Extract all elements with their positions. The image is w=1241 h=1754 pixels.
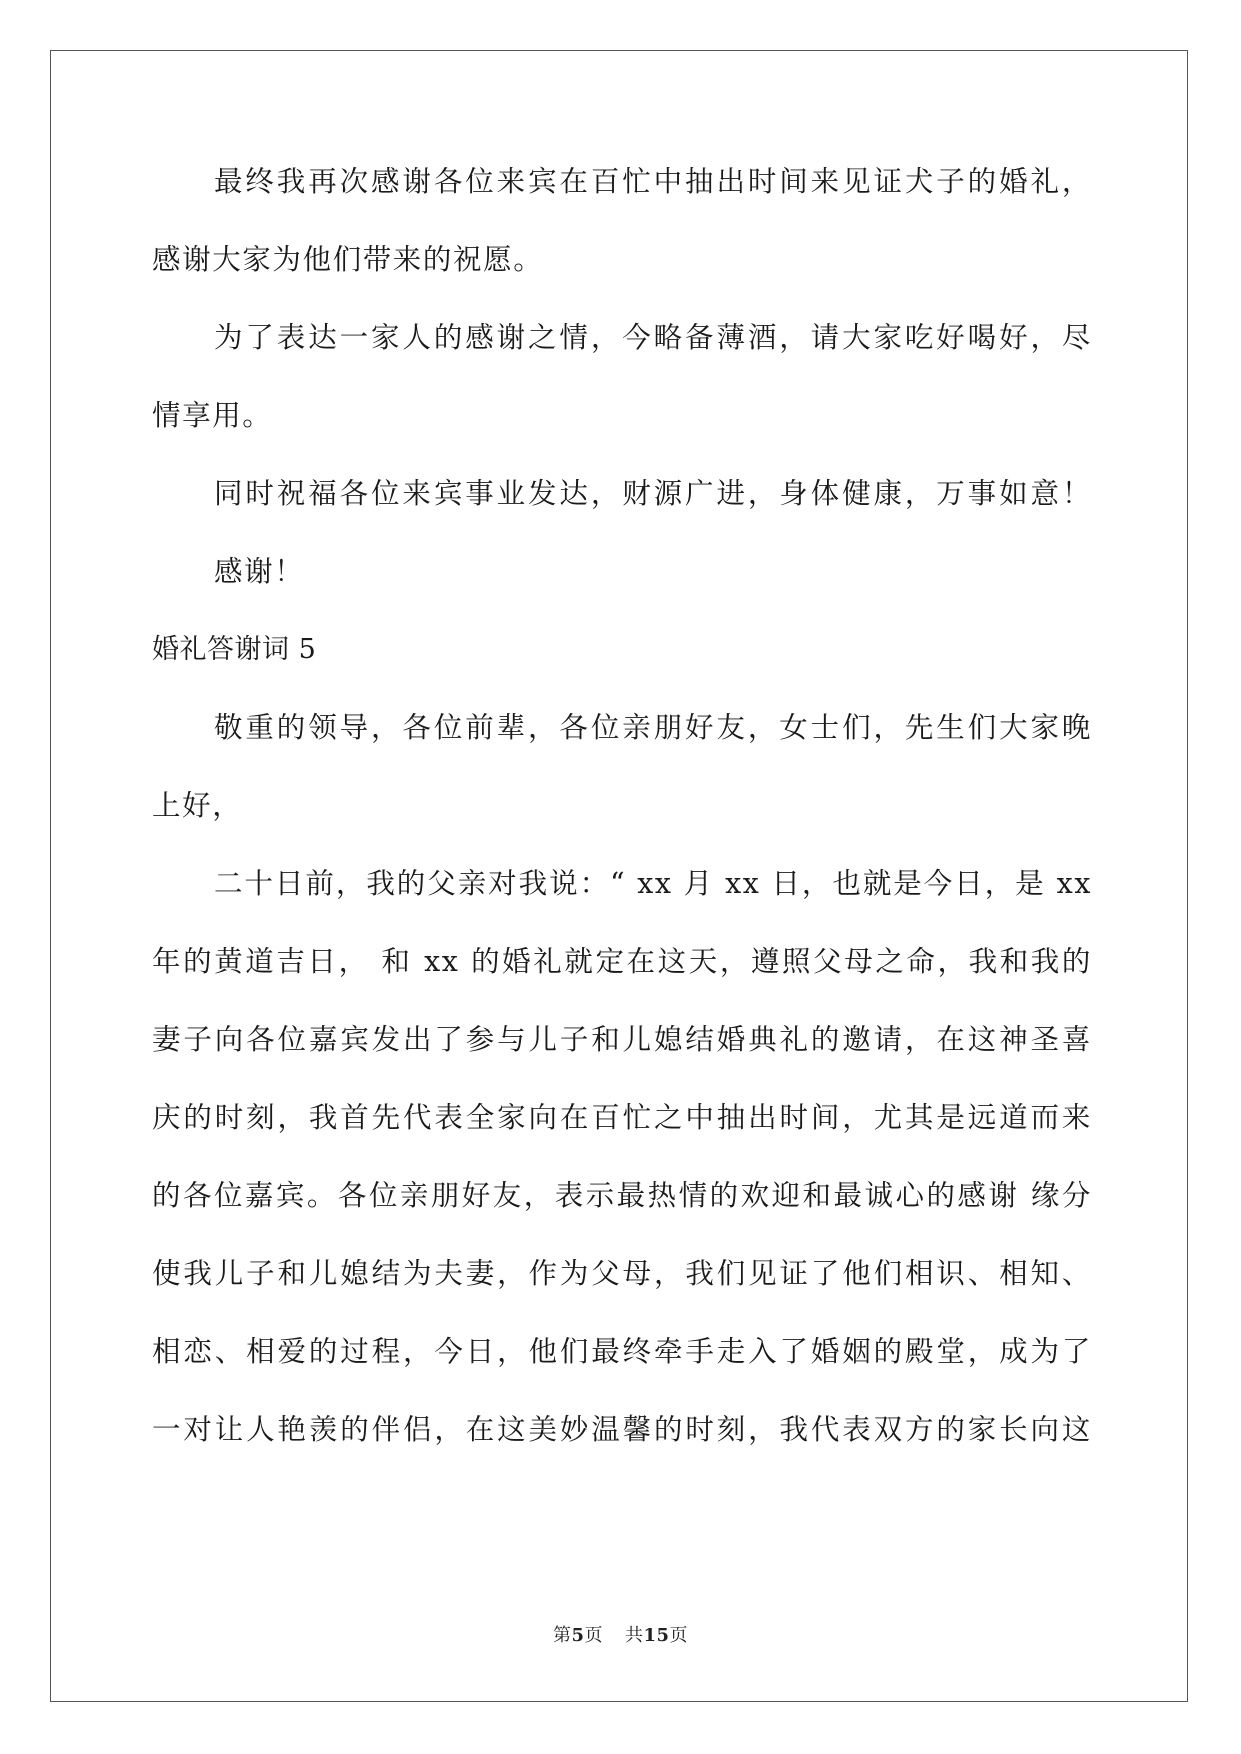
text-line: 情享用。 [152, 399, 273, 432]
text-line: 二十日前，我的父亲对我说：“ xx 月 xx 日，也就是今日，是 xx [214, 867, 1092, 900]
footer-total-suffix: 页 [669, 1625, 689, 1646]
text-line: 妻子向各位嘉宾发出了参与儿子和儿媳结婚典礼的邀请，在这神圣喜 [152, 1023, 1092, 1056]
footer-total-pages: 15 [643, 1625, 670, 1646]
text-line: 庆的时刻，我首先代表全家向在百忙之中抽出时间，尤其是远道而来 [152, 1101, 1092, 1134]
text-line: 为了表达一家人的感谢之情，今略备薄酒，请大家吃好喝好，尽 [214, 321, 1092, 354]
page-footer [0, 1621, 1241, 1647]
footer-prefix: 第 [552, 1625, 572, 1646]
text-line: 敬重的领导，各位前辈，各位亲朋好友，女士们，先生们大家晚 [214, 711, 1092, 744]
text-line: 使我儿子和儿媳结为夫妻，作为父母，我们见证了他们相识、相知、 [152, 1257, 1092, 1290]
document-body [152, 162, 1092, 1488]
footer-page-number: 5 [571, 1625, 585, 1646]
footer-total-prefix: 共 [624, 1625, 644, 1646]
text-line: 一对让人艳羡的伴侣，在这美妙温馨的时刻，我代表双方的家长向这 [152, 1413, 1092, 1446]
text-line: 感谢大家为他们带来的祝愿。 [152, 243, 544, 276]
section-heading: 婚礼答谢词 5 [152, 634, 317, 665]
text-line: 相恋、相爱的过程，今日，他们最终牵手走入了婚姻的殿堂，成为了 [152, 1335, 1092, 1368]
text-line: 的各位嘉宾。各位亲朋好友，表示最热情的欢迎和最诚心的感谢 缘分 [152, 1179, 1092, 1212]
text-line: 最终我再次感谢各位来宾在百忙中抽出时间来见证犬子的婚礼， [214, 165, 1092, 198]
text-line: 感谢！ [214, 555, 305, 588]
text-line: 上好， [152, 789, 243, 822]
footer-page-suffix: 页 [584, 1625, 603, 1646]
text-line: 同时祝福各位来宾事业发达，财源广进，身体健康，万事如意！ [214, 477, 1092, 510]
text-line: 年的黄道吉日， 和 xx 的婚礼就定在这天，遵照父母之命，我和我的 [152, 945, 1092, 978]
